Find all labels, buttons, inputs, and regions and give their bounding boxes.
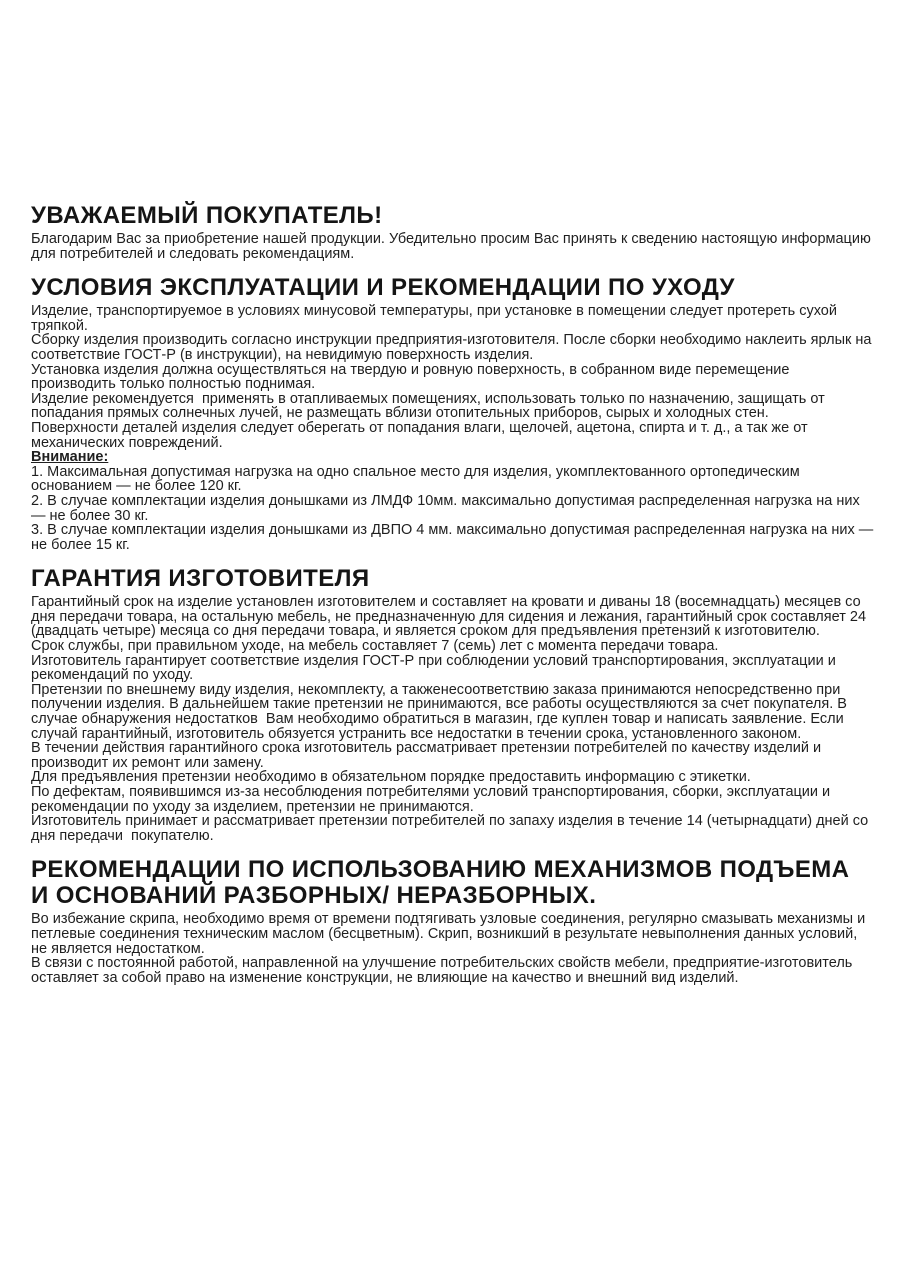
paragraph: По дефектам, появившимся из-за несоблюдения потребителями условий транспортирования, сборки, эксплуатации и рекомендации по уходу за изделием, претензии не принимаются. <box>31 784 835 815</box>
paragraph: Поверхности деталей изделия следует оберегать от попадания влаги, щелочей, ацетона, спирта и т. д., а так же от механических повреждений. <box>31 419 812 451</box>
section-heading-dear-customer: УВАЖАЕМЫЙ ПОКУПАТЕЛЬ! <box>31 202 383 229</box>
paragraph: Изделие рекомендуется применять в отапливаемых помещениях, использовать только по назначению, защищать от попадания прямых солнечных лучей, не размещать вблизи отопительных приборов, сырых и холодных стен. <box>31 390 829 422</box>
paragraph: Срок службы, при правильном уходе, на мебель составляет 7 (семь) лет с момента передачи товара. <box>31 638 719 655</box>
section-dear-customer <box>31 203 876 261</box>
paragraph: Сборку изделия производить согласно инструкции предприятия-изготовителя. После сборки необходимо наклеить ярлык на соответствие ГОСТ-Р (в инструкции), на невидимую поверхность изделия. <box>31 332 876 363</box>
paragraph: Изготовитель гарантирует соответствие изделия ГОСТ-Р при соблюдении условий транспортирования, эксплуатации и рекомендаций по уходу. <box>31 652 840 684</box>
heading-line-1: РЕКОМЕНДАЦИИ ПО ИСПОЛЬЗОВАНИЮ МЕХАНИЗМОВ ПОДЪЕМА <box>31 856 850 884</box>
section-mechanism-recommendations <box>31 857 876 985</box>
section-usage-conditions <box>31 275 876 552</box>
attention-item: 1. Максимальная допустимая нагрузка на одно спальное место для изделия, укомплектованного ортопедическим основанием — не более 120 кг. <box>31 463 804 495</box>
paragraph: Для предъявления претензии необходимо в обязательном порядке предоставить информацию с этикетки. <box>31 769 751 786</box>
paragraph: Гарантийный срок на изделие установлен изготовителем и составляет на кровати и диваны 18 (восемнадцать) месяцев со дня передачи товара, на остальную мебель, не предназначенную для сидения и лежания, гарантийный срок составляет 24 (двадцать четыре) месяца со дня передачи товара, и является сроком для предъявления претензий к изготовителю. <box>31 594 871 640</box>
attention-label: Внимание: <box>31 449 109 466</box>
paragraph: Во избежание скрипа, необходимо время от времени подтягивать узловые соединения, регулярно смазывать механизмы и петлевые соединения техническим маслом (бесцветным). Скрип, возникший в результате невыполнения данных условий, не является недостатком. <box>31 911 870 957</box>
paragraph: Претензии по внешнему виду изделия, некомплекту, а такженесоответствию заказа принимаются непосредственно при получении изделия. В дальнейшем такие претензии не принимаются, все работы осуществляются за счет покупателя. В случае обнаружения недостатков Вам необходимо обратиться в магазин, где куплен товар и написать заявление. Если случай гарантийный, изготовитель обязуется устранить все недостатки в течении срока, установленного законом. <box>31 681 851 742</box>
paragraph: Благодарим Вас за приобретение нашей продукции. Убедительно просим Вас принять к сведению настоящую информацию для потребителей и следовать рекомендациям. <box>31 231 875 262</box>
heading-line-2: И ОСНОВАНИЙ РАЗБОРНЫХ/ НЕРАЗБОРНЫХ. <box>31 882 597 910</box>
paragraph: Установка изделия должна осуществляться на твердую и ровную поверхность, в собранном виде перемещение производить только полностью поднимая. <box>31 361 794 393</box>
paragraph: В связи с постоянной работой, направленной на улучшение потребительских свойств мебели, предприятие-изготовитель оставляет за собой право на изменение конструкции, не влияющие на качество и внешний вид изделий. <box>31 955 857 986</box>
paragraph: Изготовитель принимает и рассматривает претензии потребителей по запаху изделия в течение 14 (четырнадцати) дней со дня передачи покупателю. <box>31 813 873 844</box>
section-heading-usage-conditions: УСЛОВИЯ ЭКСПЛУАТАЦИИ И РЕКОМЕНДАЦИИ ПО УХОДУ <box>31 274 735 302</box>
document-content <box>31 203 876 985</box>
attention-item: 3. В случае комплектации изделия донышками из ДВПО 4 мм. максимально допустимая распределенная нагрузка на них — не более 15 кг. <box>31 522 878 553</box>
section-warranty <box>31 566 876 843</box>
section-heading-warranty: ГАРАНТИЯ ИЗГОТОВИТЕЛЯ <box>31 565 370 593</box>
attention-item: 2. В случае комплектации изделия донышками из ЛМДФ 10мм. максимально допустимая распределенная нагрузка на них — не более 30 кг. <box>31 492 864 524</box>
section-heading-mechanism-recommendations <box>31 857 876 909</box>
paragraph: Изделие, транспортируемое в условиях минусовой температуры, при установке в помещении следует протереть сухой тряпкой. <box>31 303 841 334</box>
paragraph: В течении действия гарантийного срока изготовитель рассматривает претензии потребителей по качеству изделий и производит их ремонт или замену. <box>31 740 826 771</box>
